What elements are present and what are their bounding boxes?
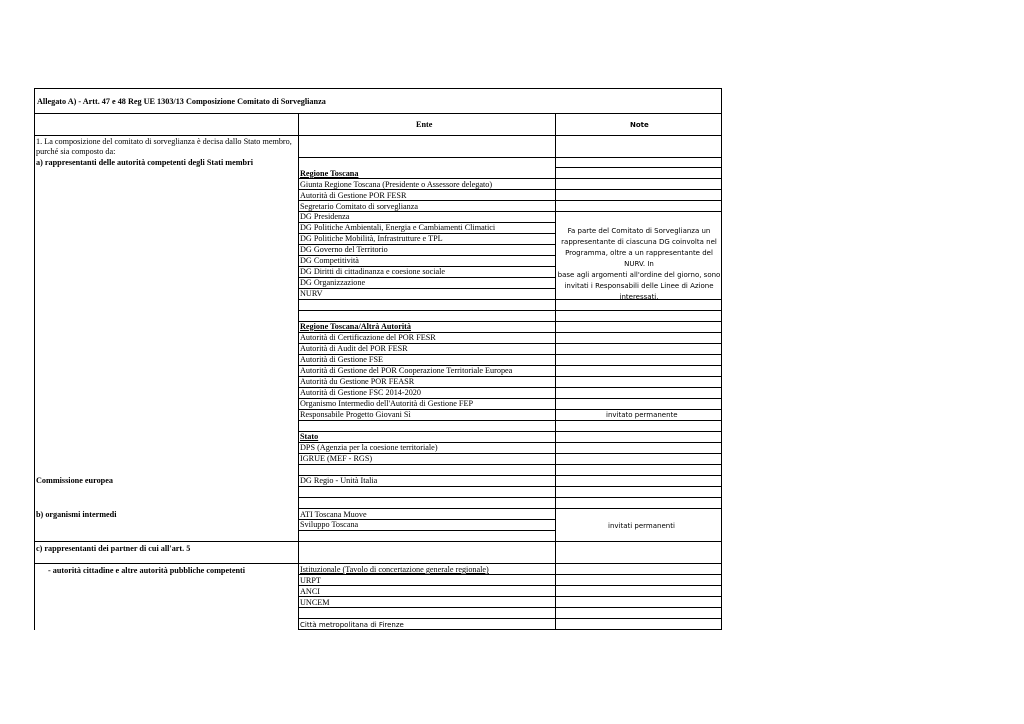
frame-left-border bbox=[34, 88, 35, 630]
row-line bbox=[298, 585, 722, 586]
regione-toscana-item: NURV bbox=[300, 289, 323, 298]
section-b-item: ATI Toscana Muove bbox=[300, 510, 367, 519]
section-c-item: UNCEM bbox=[300, 598, 330, 607]
row-line bbox=[298, 178, 722, 179]
ente-column-divider bbox=[298, 113, 299, 630]
stato-item: IGRUE (MEF - RGS) bbox=[300, 454, 373, 463]
regione-toscana-item: DG Presidenza bbox=[300, 212, 350, 221]
invitato-permanente-note: invitato permanente bbox=[606, 411, 678, 419]
note-line: base agli argomenti all'ordine del giorno, sono bbox=[557, 271, 721, 279]
note-line: rappresentante di ciascuna DG coinvolta nel bbox=[561, 238, 717, 246]
altre-autorita-item: Autorità du Gestione POR FEASR bbox=[300, 377, 415, 386]
regione-toscana-item: DG Politiche Mobilità, Infrastrutture e TPL bbox=[300, 234, 443, 243]
row-line bbox=[298, 497, 722, 498]
altre-autorita-item: Autorità di Certificazione del POR FESR bbox=[300, 333, 436, 342]
altre-autorita-item: Autorità di Gestione FSC 2014-2020 bbox=[300, 388, 421, 397]
row-line bbox=[298, 464, 722, 465]
note-line: Programma, oltre a un rappresentante del NURV. In bbox=[565, 249, 713, 268]
invitati-permanenti-note: invitati permanenti bbox=[608, 522, 675, 530]
section-a-label: a) rappresentanti delle autorità competenti degli Stati membri bbox=[36, 158, 254, 167]
title-bottom-border bbox=[34, 113, 722, 114]
note-line: interessati. bbox=[619, 293, 659, 301]
altre-autorita-item: Autorità di Audit del POR FESR bbox=[300, 344, 408, 353]
row-line bbox=[298, 508, 722, 509]
section-c-header-border bbox=[34, 563, 722, 564]
section-c-item: ANCI bbox=[300, 587, 321, 596]
section-c-last-item: Città metropolitana di Firenze bbox=[300, 621, 404, 629]
section-c-item: URPT bbox=[300, 576, 321, 585]
row-line bbox=[298, 431, 722, 432]
intro-line-1: 1. La composizione del comitato di sorveglianza è decisa dallo Stato membro, bbox=[36, 137, 292, 146]
section-c-label: c) rappresentanti dei partner di cui all'art. 5 bbox=[36, 544, 191, 553]
row-line bbox=[298, 618, 722, 619]
regione-toscana-item: DG Competitività bbox=[300, 256, 359, 265]
altre-autorita-item: Autorità di Gestione del POR Cooperazione Territoriale Europea bbox=[300, 366, 513, 375]
note-column-divider bbox=[555, 113, 556, 630]
section-c-top-border bbox=[34, 541, 722, 542]
regione-toscana-note bbox=[556, 226, 722, 303]
row-line bbox=[555, 167, 722, 168]
row-line bbox=[298, 157, 722, 158]
regione-toscana-item: DG Diritti di cittadinanza e coesione sociale bbox=[300, 267, 446, 276]
stato-heading: Stato bbox=[300, 432, 319, 441]
stato-item: DPS (Agenzia per la coesione territoriale) bbox=[300, 443, 438, 452]
regione-toscana-heading: Regione Toscana bbox=[300, 169, 359, 178]
row-line bbox=[298, 607, 722, 608]
row-line bbox=[298, 310, 722, 311]
section-c-sub-label: - autorità cittadine e altre autorità pubbliche competenti bbox=[48, 566, 246, 575]
section-b-label: b) organismi intermedi bbox=[36, 510, 117, 519]
regione-toscana-item: Giunta Regione Toscana (Presidente o Assessore delegato) bbox=[300, 180, 493, 189]
frame-top-border bbox=[34, 88, 722, 89]
altre-autorita-item: Autorità di Gestione FSE bbox=[300, 355, 384, 364]
commissione-ente: DG Regio - Unità Italia bbox=[300, 476, 378, 485]
regione-toscana-item: Autorità di Gestione POR FESR bbox=[300, 191, 407, 200]
row-line bbox=[298, 596, 722, 597]
row-line bbox=[298, 288, 555, 289]
row-line bbox=[298, 420, 722, 421]
commissione-label: Commissione europea bbox=[36, 476, 113, 485]
note-line: invitati i Responsabili delle Linee di Azione bbox=[564, 282, 714, 290]
section-b-item: Sviluppo Toscana bbox=[300, 520, 359, 529]
note-line: Fa parte del Comitato di Sorveglianza un bbox=[567, 227, 711, 235]
regione-toscana-item: DG Governo del Territorio bbox=[300, 245, 388, 254]
row-line bbox=[298, 530, 555, 531]
regione-toscana-item: DG Organizzazione bbox=[300, 278, 366, 287]
altre-autorita-item: Responsabile Progetto Giovani Sì bbox=[300, 410, 411, 419]
regione-toscana-item: Segretario Comitato di sorveglianza bbox=[300, 202, 419, 211]
column-header-ente: Ente bbox=[416, 120, 433, 129]
frame-right-border bbox=[721, 88, 722, 630]
altre-autorita-item: Organismo Intermedio dell'Autorità di Gestione FEP bbox=[300, 399, 474, 408]
regione-toscana-item: DG Politiche Ambientali, Energia e Cambiamenti Climatici bbox=[300, 223, 496, 232]
header-bottom-border bbox=[34, 135, 722, 136]
intro-line-2: purché sia composto da: bbox=[36, 147, 116, 156]
document-title: Allegato A) - Artt. 47 e 48 Reg UE 1303/13 Composizione Comitato di Sorveglianza bbox=[37, 97, 326, 106]
altre-autorita-heading: Regione Toscana/Altrà Autorità bbox=[300, 322, 411, 331]
row-line bbox=[298, 486, 722, 487]
column-header-note: Note bbox=[630, 121, 649, 129]
section-c-item: Istituzionale (Tavolo di concertazione generale regionale) bbox=[300, 565, 489, 574]
